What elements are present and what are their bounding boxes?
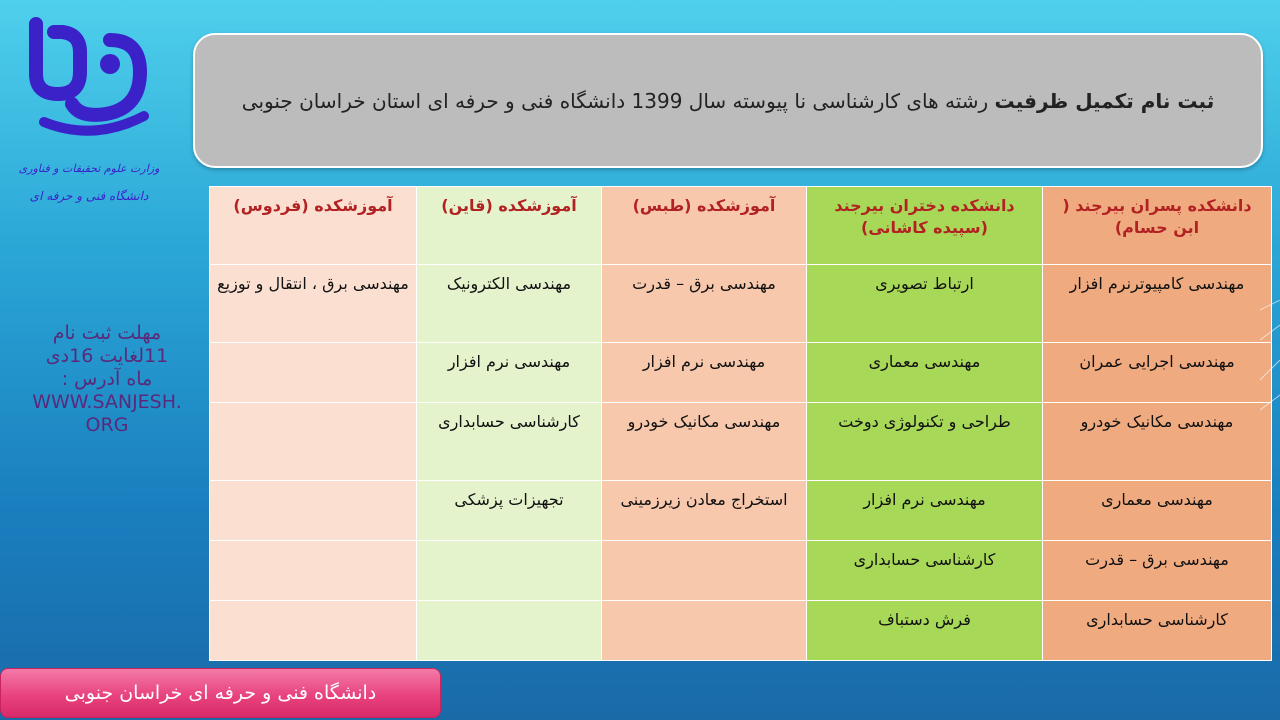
table-cell: مهندسی نرم افزار (417, 342, 602, 402)
deadline-label: مهلت ثبت نام (52, 322, 162, 344)
table-cell (417, 540, 602, 600)
table-cell: کارشناسی حسابداری (417, 402, 602, 480)
university-logo (14, 12, 164, 222)
header-ferdows: آموزشکده (فردوس) (210, 187, 417, 265)
table-cell: مهندسی برق – قدرت (602, 264, 807, 342)
table-cell (210, 600, 417, 660)
registration-info (12, 322, 202, 437)
table-cell: تجهیزات پزشکی (417, 480, 602, 540)
table-cell (602, 600, 807, 660)
header-tabas: آموزشکده (طبس) (602, 187, 807, 265)
table-cell (417, 600, 602, 660)
table-cell: کارشناسی حسابداری (1043, 600, 1272, 660)
table-cell: مهندسی الکترونیک (417, 264, 602, 342)
website-line1: WWW.SANJESH. (32, 391, 182, 413)
table-cell: ارتباط تصویری (807, 264, 1043, 342)
table-cell: مهندسی کامپیوترنرم افزار (1043, 264, 1272, 342)
deadline-dates: 11لغایت 16دی (45, 345, 169, 367)
table-cell: مهندسی اجرایی عمران (1043, 342, 1272, 402)
table-cell: مهندسی نرم افزار (807, 480, 1043, 540)
table-row (210, 480, 1272, 540)
table-cell: مهندسی معماری (1043, 480, 1272, 540)
table-cell (602, 540, 807, 600)
table-cell: استخراج معادن زیرزمینی (602, 480, 807, 540)
table-header-row (210, 187, 1272, 265)
table-cell: مهندسی نرم افزار (602, 342, 807, 402)
address-label: ماه آدرس : (61, 368, 153, 390)
table-cell: طراحی و تکنولوژی دوخت (807, 402, 1043, 480)
table-cell: مهندسی معماری (807, 342, 1043, 402)
table-cell: کارشناسی حسابداری (807, 540, 1043, 600)
table-cell (210, 402, 417, 480)
table-row (210, 342, 1272, 402)
header-girls-birjand: دانشکده دختران بیرجند (سپیده کاشانی) (807, 187, 1043, 265)
table-cell: مهندسی مکانیک خودرو (1043, 402, 1272, 480)
table-cell: مهندسی برق – قدرت (1043, 540, 1272, 600)
header-boys-birjand: دانشکده پسران بیرجند ( ابن حسام) (1043, 187, 1272, 265)
table-cell: مهندسی برق ، انتقال و توزیع (210, 264, 417, 342)
logo-text-ministry: وزارت علوم تحقیقات و فناوری (18, 162, 160, 175)
page-title (242, 87, 1214, 115)
footer-university-button[interactable]: دانشگاه فنی و حرفه ای خراسان جنوبی (0, 668, 441, 718)
title-bold: ثبت نام تکمیل ظرفیت (994, 88, 1215, 113)
table-row (210, 600, 1272, 660)
capacity-table (209, 186, 1272, 661)
table-cell (210, 342, 417, 402)
title-panel (193, 33, 1263, 168)
table-cell: فرش دستباف (807, 600, 1043, 660)
website-line2: ORG (85, 414, 129, 436)
header-qaen: آموزشکده (قاین) (417, 187, 602, 265)
table-row (210, 540, 1272, 600)
table-cell (210, 480, 417, 540)
title-rest: رشته های کارشناسی نا پیوسته سال 1399 دانشگاه فنی و حرفه ای استان خراسان جنوبی (241, 88, 995, 113)
table-row (210, 402, 1272, 480)
table-cell (210, 540, 417, 600)
logo-mark (14, 12, 164, 222)
decorative-lines (1260, 300, 1280, 420)
logo-text-university: دانشگاه فنی و حرفه ای (29, 189, 149, 203)
table-row (210, 264, 1272, 342)
table-cell: مهندسی مکانیک خودرو (602, 402, 807, 480)
